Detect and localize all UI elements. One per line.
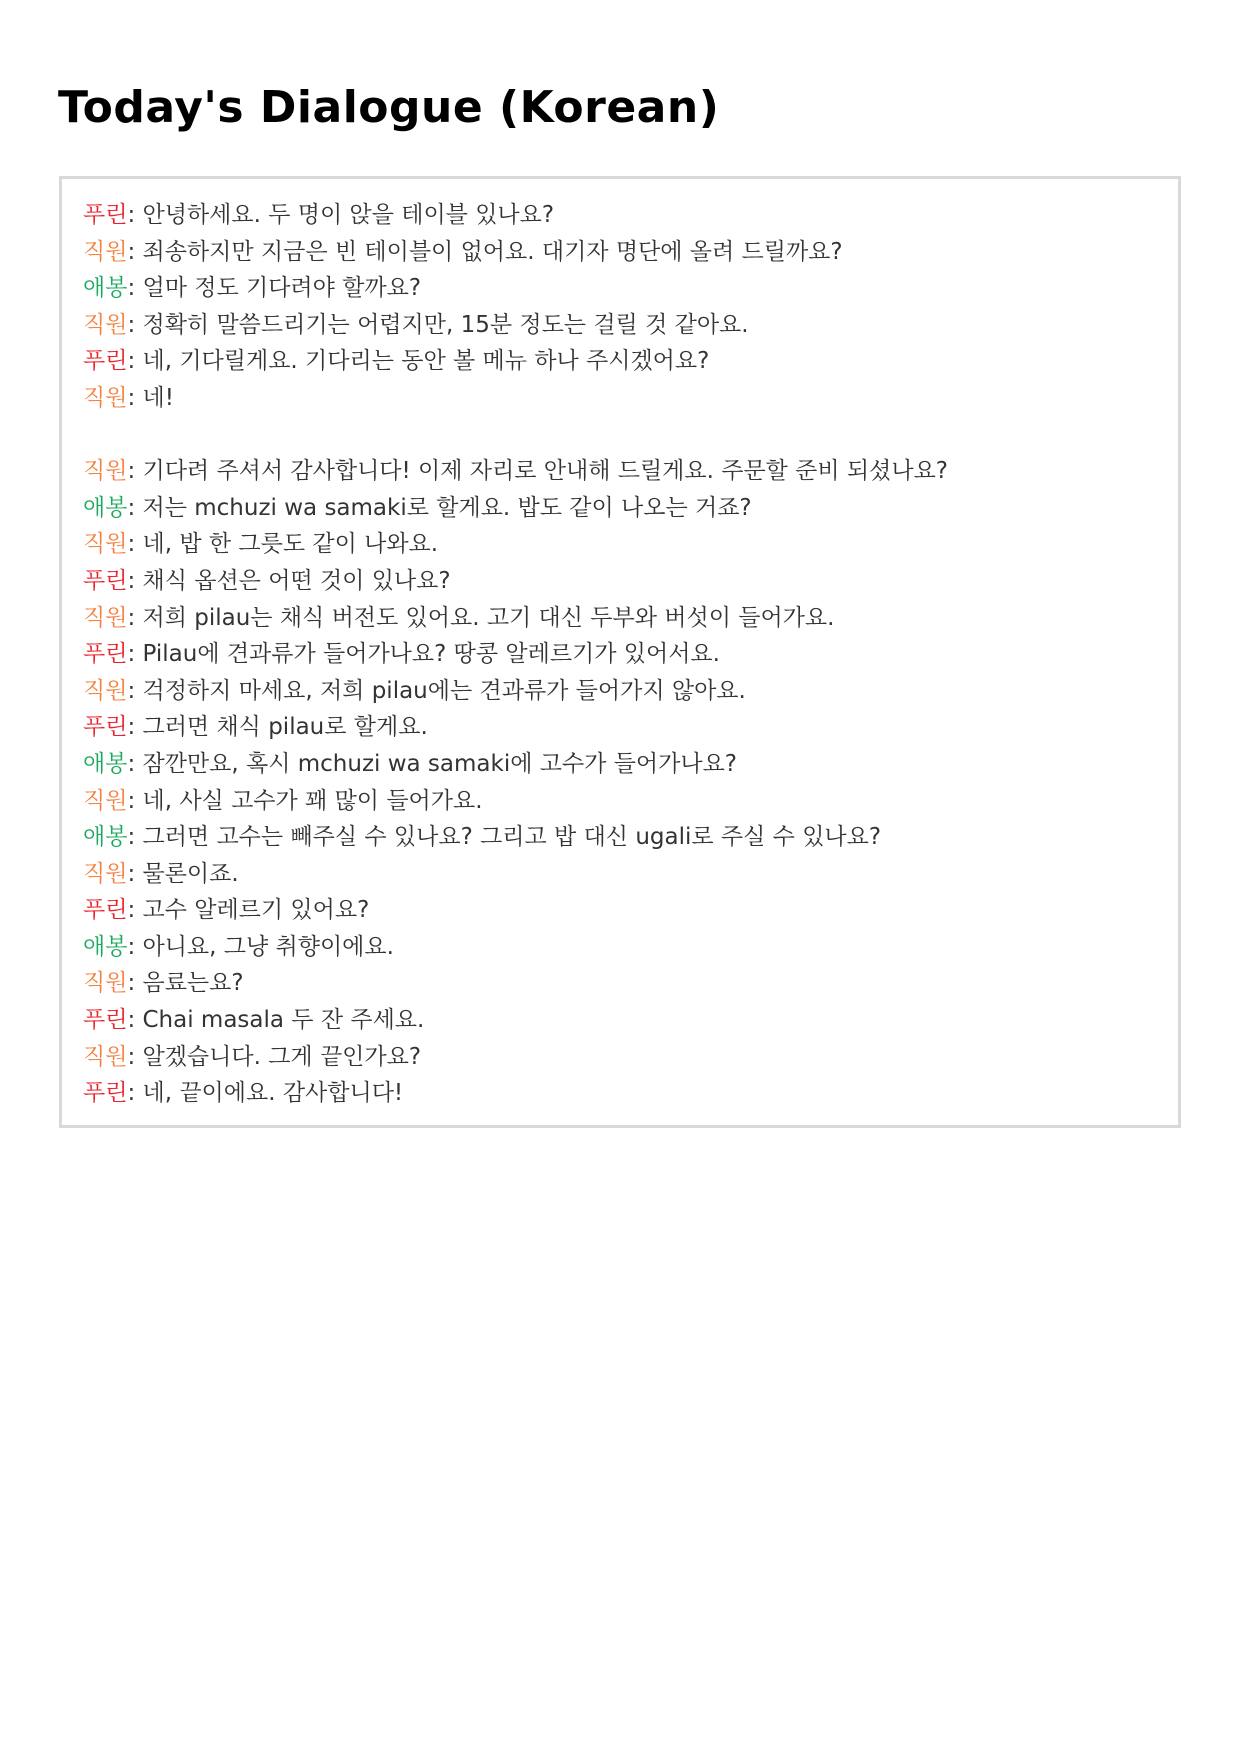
speaker-name: 직원 (83, 677, 128, 704)
dialogue-line (83, 673, 1168, 710)
dialogue-line (83, 783, 1168, 820)
speaker-name: 푸린 (83, 202, 128, 228)
speaker-name: 직원 (83, 311, 128, 338)
speaker-name: 직원 (83, 384, 128, 411)
dialogue-box (59, 176, 1181, 1128)
speaker-name: 푸린 (83, 1080, 128, 1107)
dialogue-line (83, 234, 1168, 271)
speaker-name: 애봉 (83, 275, 128, 302)
speaker-name: 푸린 (83, 567, 128, 594)
speaker-name: 직원 (83, 458, 128, 485)
utterance-text: : 네, 끝이에요. 감사합니다! (127, 1080, 404, 1107)
page-title: Today's Dialogue (Korean) (58, 82, 720, 133)
dialogue-line (83, 819, 1168, 856)
dialogue-line (83, 1002, 1168, 1039)
dialogue-line (83, 929, 1168, 966)
dialogue-line (83, 307, 1168, 344)
utterance-text: : 고수 알레르기 있어요? (127, 897, 370, 924)
utterance-text: : 안녕하세요. 두 명이 앉을 테이블 있나요? (127, 202, 555, 228)
dialogue-line (83, 490, 1168, 527)
dialogue-line (83, 343, 1168, 380)
dialogue-line (83, 380, 1168, 417)
dialogue-line (83, 709, 1168, 746)
dialogue-line (83, 1039, 1168, 1076)
dialogue-lines (83, 197, 1168, 1112)
dialogue-line (83, 892, 1168, 929)
utterance-text: : 알겠습니다. 그게 끝인가요? (127, 1043, 422, 1070)
dialogue-line (83, 600, 1168, 637)
dialogue-line (83, 453, 1168, 490)
speaker-name: 직원 (83, 787, 128, 814)
speaker-name: 애봉 (83, 824, 128, 851)
speaker-name: 푸린 (83, 897, 128, 924)
speaker-name: 직원 (83, 604, 128, 631)
speaker-name: 직원 (83, 238, 128, 265)
dialogue-line (83, 1075, 1168, 1112)
dialogue-line (83, 636, 1168, 673)
speaker-name: 푸린 (83, 641, 128, 668)
utterance-text: : 그러면 채식 pilau로 할게요. (127, 714, 428, 741)
dialogue-line (83, 197, 1168, 234)
utterance-text: : 저희 pilau는 채식 버전도 있어요. 고기 대신 두부와 버섯이 들어가요. (127, 604, 835, 631)
dialogue-line (83, 270, 1168, 307)
dialogue-line (83, 526, 1168, 563)
utterance-text: : 네, 사실 고수가 꽤 많이 들어가요. (127, 787, 483, 814)
speaker-name: 푸린 (83, 348, 128, 375)
utterance-text: : 채식 옵션은 어떤 것이 있나요? (127, 567, 451, 594)
speaker-name: 직원 (83, 860, 128, 887)
speaker-name: 애봉 (83, 933, 128, 960)
utterance-text: : 정확히 말씀드리기는 어렵지만, 15분 정도는 걸릴 것 같아요. (127, 311, 749, 338)
utterance-text: : 네! (127, 384, 174, 411)
speaker-name: 애봉 (83, 750, 128, 777)
speaker-name: 애봉 (83, 494, 128, 521)
utterance-text: : 그러면 고수는 빼주실 수 있나요? 그리고 밥 대신 ugali로 주실 수 있나요? (127, 824, 882, 851)
dialogue-line (83, 746, 1168, 783)
utterance-text: : 네, 기다릴게요. 기다리는 동안 볼 메뉴 하나 주시겠어요? (127, 348, 710, 375)
speaker-name: 직원 (83, 970, 128, 997)
utterance-text: : 죄송하지만 지금은 빈 테이블이 없어요. 대기자 명단에 올려 드릴까요? (127, 238, 843, 265)
speaker-name: 직원 (83, 1043, 128, 1070)
utterance-text: : 기다려 주셔서 감사합니다! 이제 자리로 안내해 드릴게요. 주문할 준비 되셨나요? (127, 458, 949, 485)
utterance-text: : 네, 밥 한 그릇도 같이 나와요. (127, 531, 439, 558)
utterance-text: : 저는 mchuzi wa samaki로 할게요. 밥도 같이 나오는 거죠? (127, 494, 752, 521)
utterance-text: : 물론이죠. (127, 860, 239, 887)
utterance-text: : 아니요, 그냥 취향이에요. (127, 933, 394, 960)
utterance-text: : 걱정하지 마세요, 저희 pilau에는 견과류가 들어가지 않아요. (127, 677, 746, 704)
utterance-text: : 얼마 정도 기다려야 할까요? (127, 275, 422, 302)
utterance-text: : 음료는요? (127, 970, 244, 997)
dialogue-line (83, 965, 1168, 1002)
speaker-name: 푸린 (83, 714, 128, 741)
dialogue-line (83, 563, 1168, 600)
utterance-text: : Pilau에 견과류가 들어가나요? 땅콩 알레르기가 있어서요. (127, 641, 720, 668)
dialogue-spacer (83, 417, 1168, 454)
utterance-text: : Chai masala 두 잔 주세요. (127, 1007, 425, 1034)
speaker-name: 푸린 (83, 1007, 128, 1034)
speaker-name: 직원 (83, 531, 128, 558)
utterance-text: : 잠깐만요, 혹시 mchuzi wa samaki에 고수가 들어가나요? (127, 750, 738, 777)
dialogue-line (83, 856, 1168, 893)
